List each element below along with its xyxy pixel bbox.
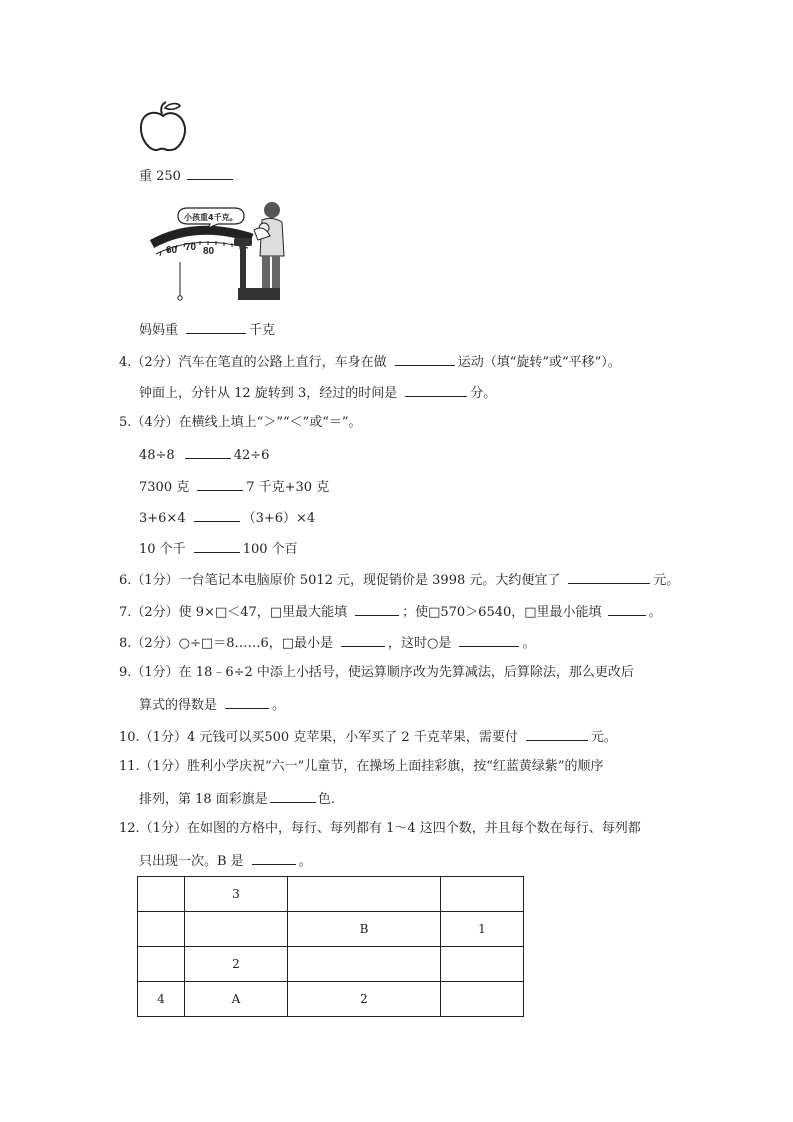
grid-cell-b: B bbox=[288, 912, 441, 947]
q5-row3-left: 3+6×4 bbox=[139, 511, 186, 526]
q9-result-blank[interactable] bbox=[225, 695, 269, 709]
q5-row2-blank[interactable] bbox=[197, 477, 243, 491]
mother-weight-unit: 千克 bbox=[249, 323, 276, 338]
q8-text-c: 。 bbox=[522, 636, 536, 651]
q5-row4-blank[interactable] bbox=[194, 539, 240, 553]
scale-tick-70: 70 bbox=[185, 242, 197, 253]
mother-weight-blank[interactable] bbox=[186, 320, 246, 334]
q5-row2-left: 7300 克 bbox=[139, 480, 190, 495]
q6-text-b: 元。 bbox=[653, 573, 680, 588]
q11-text-2a: 排列，第 18 面彩旗是 bbox=[139, 792, 268, 807]
apple-weight-label: 重 250 bbox=[139, 169, 181, 184]
grid-cell bbox=[441, 947, 524, 982]
q5-row3-right: （3+6）×4 bbox=[242, 511, 316, 526]
q9-text-2a: 算式的得数是 bbox=[139, 698, 218, 713]
grid-cell bbox=[288, 877, 441, 912]
q5-row4-left: 10 个千 bbox=[139, 542, 186, 557]
q7-text-a: 7.（2分）使 9×□＜47，□里最大能填 bbox=[119, 605, 348, 620]
grid-cell bbox=[441, 982, 524, 1017]
q8-divisor-blank[interactable] bbox=[341, 633, 385, 647]
grid-cell: 4 bbox=[138, 982, 185, 1017]
q4-text-2b: 分。 bbox=[470, 386, 497, 401]
q12-b-blank[interactable] bbox=[252, 851, 296, 865]
grid-cell: 2 bbox=[288, 982, 441, 1017]
q7-min-blank[interactable] bbox=[608, 602, 646, 616]
q10-cost-blank[interactable] bbox=[526, 727, 588, 741]
q4-motion-blank[interactable] bbox=[395, 352, 455, 366]
scale-tick-80: 80 bbox=[203, 246, 215, 257]
q5-row4-right: 100 个百 bbox=[242, 542, 298, 557]
grid-row bbox=[138, 912, 524, 947]
grid-row bbox=[138, 982, 524, 1017]
q8-text-a: 8.（2分）○÷□＝8……6，□最小是 bbox=[119, 636, 334, 651]
q10-text-a: 10.（1分）4 元钱可以买500 克苹果，小军买了 2 千克苹果，需要付 bbox=[119, 730, 518, 745]
latin-square-grid bbox=[137, 876, 524, 1017]
apple-unit-blank[interactable] bbox=[187, 166, 233, 180]
grid-cell-a: A bbox=[185, 982, 288, 1017]
grid-cell: 2 bbox=[185, 947, 288, 982]
grid-cell bbox=[138, 877, 185, 912]
grid-cell bbox=[288, 947, 441, 982]
q4-text-1b: 运动（填“旋转”或“平移”）。 bbox=[457, 355, 621, 370]
q11-color-blank[interactable] bbox=[270, 789, 316, 803]
q6-discount-blank[interactable] bbox=[568, 570, 650, 584]
q5-row1-left: 48÷8 bbox=[139, 448, 175, 463]
q5-stem: 5.（4分）在横线上填上“＞”“＜”或“＝”。 bbox=[119, 415, 362, 430]
q9-text-1: 9.（1分）在 18﹣6÷2 中添上小括号，使运算顺序改为先算减法，后算除法，那么更改后 bbox=[119, 665, 634, 680]
q5-row1-blank[interactable] bbox=[185, 445, 231, 459]
grid-cell bbox=[441, 877, 524, 912]
q8-dividend-blank[interactable] bbox=[459, 633, 519, 647]
grid-cell bbox=[138, 947, 185, 982]
q5-row3-blank[interactable] bbox=[194, 508, 240, 522]
mother-weight-label: 妈妈重 bbox=[139, 323, 179, 338]
q9-text-2b: 。 bbox=[272, 698, 286, 713]
scale-tick-60: 60 bbox=[166, 245, 178, 256]
q4-text-1a: 4.（2分）汽车在笔直的公路上直行，车身在做 bbox=[119, 355, 387, 370]
q5-row1-right: 42÷6 bbox=[233, 448, 270, 463]
q11-text-2b: 色. bbox=[317, 792, 335, 807]
grid-cell: 3 bbox=[185, 877, 288, 912]
speech-bubble-text: 小孩重4千克。 bbox=[184, 213, 238, 222]
q8-text-b: ，这时○是 bbox=[388, 636, 452, 651]
bathroom-scale-illustration bbox=[148, 196, 288, 308]
q11-text-1: 11.（1分）胜利小学庆祝“六一”儿童节，在操场上面挂彩旗，按“红蓝黄绿紫”的顺序 bbox=[119, 759, 604, 774]
q12-text-2b: 。 bbox=[298, 854, 312, 869]
grid-cell bbox=[185, 912, 288, 947]
grid-row bbox=[138, 877, 524, 912]
grid-cell bbox=[138, 912, 185, 947]
q7-max-blank[interactable] bbox=[355, 602, 399, 616]
q7-text-c: 。 bbox=[648, 605, 662, 620]
q10-text-b: 元。 bbox=[590, 730, 617, 745]
q4-text-2a: 钟面上，分针从 12 旋转到 3，经过的时间是 bbox=[139, 386, 398, 401]
grid-cell: 1 bbox=[441, 912, 524, 947]
q12-text-2a: 只出现一次。B 是 bbox=[139, 854, 244, 869]
q12-text-1: 12.（1分）在如图的方格中，每行、每列都有 1～4 这四个数，并且每个数在每行、每列都 bbox=[119, 821, 641, 836]
q6-text-a: 6.（1分）一台笔记本电脑原价 5012 元，现促销价是 3998 元。大约便宜了 bbox=[119, 573, 561, 588]
q7-text-b: ；使□570＞6540，□里最小能填 bbox=[402, 605, 602, 620]
q4-minutes-blank[interactable] bbox=[405, 383, 467, 397]
apple-icon bbox=[138, 100, 190, 154]
q5-row2-right: 7 千克+30 克 bbox=[246, 480, 330, 495]
grid-row bbox=[138, 947, 524, 982]
